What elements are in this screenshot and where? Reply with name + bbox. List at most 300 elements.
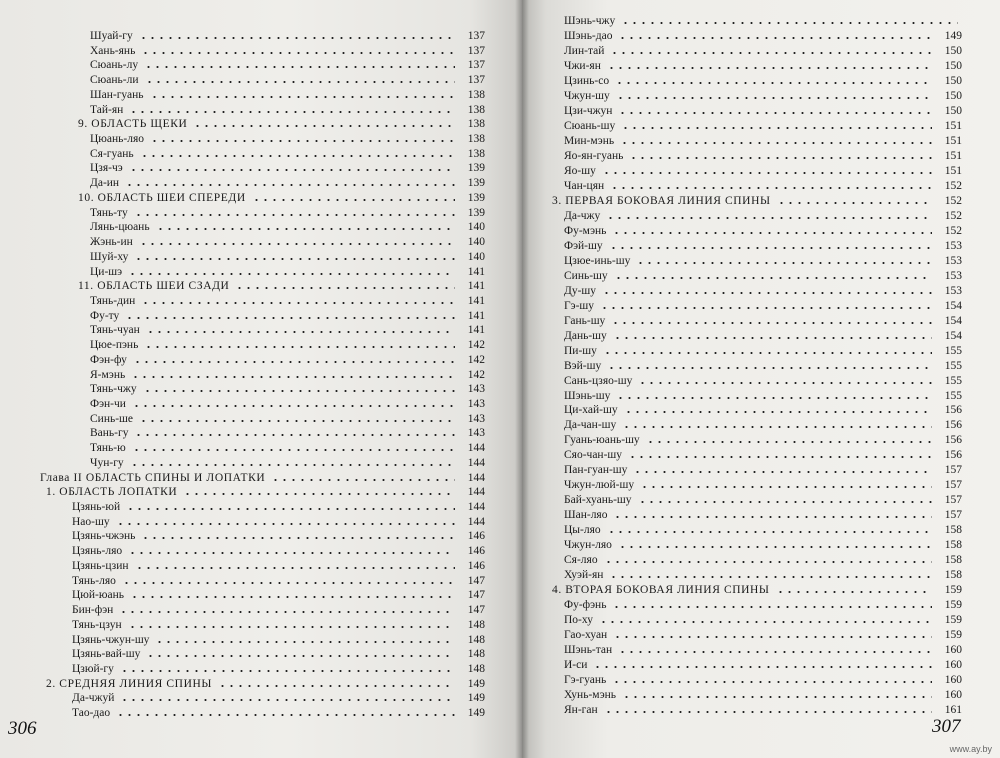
toc-entry — [522, 447, 992, 463]
toc-entry-name: Нао-шу — [72, 515, 110, 528]
toc-entry-page: 148 — [467, 618, 485, 631]
toc-entry-page: 154 — [944, 299, 962, 312]
dot-leader — [607, 522, 932, 538]
toc-entry-name: Шан-ляо — [564, 509, 608, 522]
toc-entry — [0, 102, 500, 118]
dot-leader — [128, 617, 455, 633]
toc-entry-page: 147 — [467, 604, 485, 617]
toc-entry-name: Фу-фэнь — [564, 599, 607, 612]
toc-entry-name: Шэнь-шу — [564, 389, 611, 402]
toc-entry-page: 140 — [467, 221, 485, 234]
dot-leader — [593, 657, 932, 673]
dot-leader — [116, 705, 455, 721]
toc-entry-page: 140 — [467, 250, 485, 263]
toc-entry-page: 149 — [467, 707, 485, 720]
toc-section-heading — [522, 193, 992, 209]
toc-entry-page: 138 — [467, 103, 485, 116]
toc-entry — [0, 705, 500, 721]
toc-entry-page: 150 — [944, 89, 962, 102]
toc-entry — [0, 425, 500, 441]
toc-entry — [522, 642, 992, 658]
toc-entry-name: Яо-ян-гуань — [564, 149, 624, 162]
toc-entry-name: Цзянь-вай-шу — [72, 648, 141, 661]
toc-entry-page: 146 — [467, 530, 485, 543]
toc-entry — [522, 283, 992, 299]
toc-entry-name: 9. ОБЛАСТЬ ЩЕКИ — [78, 118, 188, 131]
toc-entry-name: 10. ОБЛАСТЬ ШЕИ СПЕРЕДИ — [78, 191, 246, 204]
dot-leader — [612, 597, 932, 613]
toc-entry — [0, 308, 500, 324]
toc-entry-page: 157 — [944, 494, 962, 507]
toc-entry-name: Сань-цзяо-шу — [564, 374, 633, 387]
toc-entry-page: 151 — [944, 134, 962, 147]
toc-entry-name: Хуэй-ян — [564, 569, 604, 582]
dot-leader — [139, 234, 455, 250]
toc-entry-page: 144 — [467, 456, 485, 469]
dot-leader — [150, 87, 455, 103]
toc-entry — [522, 133, 992, 149]
toc-entry-page: 142 — [467, 339, 485, 352]
toc-entry — [522, 627, 992, 643]
toc-entry-page: 150 — [944, 74, 962, 87]
toc-entry-name: Гао-хуан — [564, 629, 608, 642]
toc-entry — [0, 57, 500, 73]
dot-leader — [122, 573, 455, 589]
toc-entry-page: 160 — [944, 644, 962, 657]
dot-leader — [130, 455, 455, 471]
toc-entry-page: 137 — [467, 74, 485, 87]
toc-entry-page: 154 — [944, 329, 962, 342]
toc-entry-name: Вань-гу — [90, 427, 129, 440]
toc-entry — [0, 72, 500, 88]
toc-entry-page: 139 — [467, 191, 485, 204]
toc-entry — [522, 253, 992, 269]
toc-entry-page: 139 — [467, 206, 485, 219]
toc-entry-page: 155 — [944, 389, 962, 402]
toc-entry — [0, 396, 500, 412]
toc-entry — [0, 455, 500, 471]
toc-entry — [0, 87, 500, 103]
toc-entry-page: 142 — [467, 368, 485, 381]
toc-entry-name: Ян-ган — [564, 704, 598, 717]
toc-entry — [0, 160, 500, 176]
toc-entry-page: 147 — [467, 589, 485, 602]
toc-entry-page: 157 — [944, 509, 962, 522]
toc-entry-name: Фу-мэнь — [564, 224, 607, 237]
toc-entry-name: Бин-фэн — [72, 604, 114, 617]
toc-entry — [0, 337, 500, 353]
toc-entry-page: 158 — [944, 554, 962, 567]
toc-entry-name: Цзянь-чжэнь — [72, 530, 136, 543]
toc-entry — [522, 88, 992, 104]
dot-leader — [141, 293, 455, 309]
toc-entry-page: 156 — [944, 434, 962, 447]
toc-entry-name: Чжи-ян — [564, 59, 601, 72]
dot-leader — [613, 328, 932, 344]
toc-entry-page: 146 — [467, 559, 485, 572]
toc-entry-page: 149 — [467, 677, 485, 690]
toc-entry-name: Шан-гуань — [90, 88, 144, 101]
toc-entry — [522, 268, 992, 284]
dot-leader — [131, 367, 455, 383]
toc-entry-name: 4. ВТОРАЯ БОКОВАЯ ЛИНИЯ СПИНЫ — [552, 584, 770, 597]
toc-entry-name: Чжун-ляо — [564, 539, 612, 552]
toc-entry-name: Цзи-чжун — [564, 104, 613, 117]
dot-leader — [607, 58, 932, 74]
toc-entry-name: Тао-дао — [72, 707, 111, 720]
toc-entry-name: Гэ-гуань — [564, 674, 607, 687]
toc-entry-name: Шэнь-дао — [564, 29, 613, 42]
toc-entry — [522, 58, 992, 74]
toc-entry — [522, 687, 992, 703]
toc-entry-page: 159 — [944, 599, 962, 612]
toc-entry-page: 143 — [467, 383, 485, 396]
toc-entry — [522, 13, 992, 29]
dot-leader — [611, 313, 932, 329]
dot-leader — [141, 528, 455, 544]
dot-leader — [609, 238, 932, 254]
toc-entry-page: 141 — [467, 294, 485, 307]
toc-section-heading — [0, 676, 500, 692]
dot-leader — [126, 499, 455, 515]
toc-entry-name: Да-ин — [90, 177, 120, 190]
toc-entry — [522, 612, 992, 628]
toc-entry — [522, 537, 992, 553]
toc-entry — [522, 373, 992, 389]
toc-entry-name: Ду-шу — [564, 284, 597, 297]
dot-leader — [193, 116, 455, 132]
toc-entry-name: Фэй-шу — [564, 239, 603, 252]
toc-entry — [522, 552, 992, 568]
toc-entry-page: 141 — [467, 265, 485, 278]
dot-leader — [143, 381, 455, 397]
dot-leader — [140, 146, 455, 162]
dot-leader — [599, 612, 932, 628]
toc-entry — [522, 178, 992, 194]
toc-entry-page: 159 — [944, 629, 962, 642]
toc-entry-page: 153 — [944, 239, 962, 252]
dot-leader — [616, 88, 932, 104]
dot-leader — [139, 411, 455, 427]
dot-leader — [609, 567, 932, 583]
dot-leader — [602, 283, 932, 299]
toc-entry-page: 148 — [467, 662, 485, 675]
toc-entry-name: Тянь-дин — [90, 294, 136, 307]
toc-entry-page: 148 — [467, 648, 485, 661]
toc-entry — [522, 28, 992, 44]
toc-entry — [522, 567, 992, 583]
toc-entry-page: 138 — [467, 133, 485, 146]
toc-entry — [0, 646, 500, 662]
toc-entry-name: Шуай-гу — [90, 30, 133, 42]
toc-entry-name: Фу-ту — [90, 309, 120, 322]
dot-leader — [600, 298, 932, 314]
toc-entry-page: 161 — [944, 704, 962, 717]
toc-entry — [522, 313, 992, 329]
toc-entry-name: Тянь-чжу — [90, 383, 137, 396]
toc-entry-name: Тай-ян — [90, 103, 124, 116]
toc-entry-page: 156 — [944, 419, 962, 432]
toc-entry — [522, 163, 992, 179]
toc-entry-name: Цюй-юань — [72, 589, 124, 602]
dot-leader — [618, 103, 932, 119]
dot-leader — [618, 642, 932, 658]
toc-entry — [522, 507, 992, 523]
toc-entry-page: 158 — [944, 524, 962, 537]
dot-leader — [606, 208, 932, 224]
dot-leader — [612, 672, 932, 688]
dot-leader — [132, 440, 455, 456]
toc-entry-name: Ци-шэ — [90, 265, 123, 278]
dot-leader — [604, 552, 932, 568]
toc-entry-name: Хань-янь — [90, 44, 136, 57]
toc-entry-name: Ся-ляо — [564, 554, 598, 567]
toc-entry — [0, 528, 500, 544]
toc-entry-name: Сюань-лу — [90, 59, 139, 72]
toc-entry-name: Чжун-шу — [564, 89, 610, 102]
dot-leader — [144, 337, 455, 353]
dot-leader — [125, 175, 455, 191]
toc-entry-page: 140 — [467, 236, 485, 249]
toc-entry — [522, 522, 992, 538]
toc-entry — [522, 238, 992, 254]
toc-entry-name: Тянь-цзун — [72, 618, 122, 631]
toc-entry — [522, 148, 992, 164]
toc-entry-page: 138 — [467, 147, 485, 160]
toc-entry — [522, 73, 992, 89]
toc-entry-name: Чан-цян — [564, 179, 605, 192]
dot-leader — [614, 268, 932, 284]
dot-leader — [615, 73, 932, 89]
toc-entry — [0, 499, 500, 515]
toc-entry — [522, 388, 992, 404]
toc-entry — [522, 702, 992, 718]
toc-entry — [0, 175, 500, 191]
toc-entry-name: Лин-тай — [564, 44, 605, 57]
dot-leader — [116, 514, 455, 530]
toc-entry-name: По-ху — [564, 614, 593, 627]
dot-leader — [271, 470, 455, 486]
toc-entry-page: 147 — [467, 574, 485, 587]
dot-leader — [134, 205, 455, 221]
toc-entry-page: 160 — [944, 689, 962, 702]
dot-leader — [633, 462, 932, 478]
toc-entry-name: Цзянь-чжун-шу — [72, 633, 150, 646]
dot-leader — [638, 373, 932, 389]
toc-entry-page: 144 — [467, 515, 485, 528]
toc-entry — [0, 219, 500, 235]
toc-entry — [0, 558, 500, 574]
toc-entry-name: Синь-шу — [564, 269, 608, 282]
toc-entry — [522, 477, 992, 493]
toc-entry-page: 159 — [944, 584, 962, 597]
dot-leader — [640, 477, 932, 493]
dot-leader — [612, 223, 932, 239]
toc-entry-page: 149 — [944, 29, 962, 42]
toc-entry — [0, 440, 500, 456]
toc-entry — [0, 131, 500, 147]
toc-entry-name: И-си — [564, 659, 588, 672]
toc-entry — [522, 208, 992, 224]
toc-entry-page: 151 — [944, 149, 962, 162]
toc-entry — [0, 632, 500, 648]
toc-entry-page: 156 — [944, 404, 962, 417]
dot-leader — [777, 193, 932, 209]
toc-entry-name: Цзя-чэ — [90, 162, 123, 175]
toc-entry-name: Да-чан-шу — [564, 419, 617, 432]
toc-entry-page: 144 — [467, 501, 485, 514]
toc-entry-page: 144 — [467, 442, 485, 455]
toc-entry — [522, 432, 992, 448]
toc-entry — [0, 264, 500, 280]
toc-entry-name: Сяо-чан-шу — [564, 449, 623, 462]
toc-entry — [0, 573, 500, 589]
toc-entry-name: Цзянь-цзин — [72, 559, 129, 572]
right-page-number: 307 — [932, 716, 961, 737]
dot-leader — [638, 492, 932, 508]
toc-entry-name: Тянь-ю — [90, 442, 126, 455]
toc-entry-name: Мин-мэнь — [564, 134, 615, 147]
dot-leader — [155, 632, 455, 648]
toc-entry-page: 153 — [944, 284, 962, 297]
toc-entry — [0, 234, 500, 250]
toc-entry-page: 157 — [944, 464, 962, 477]
toc-entry-page: 153 — [944, 254, 962, 267]
toc-entry — [0, 381, 500, 397]
toc-entry-name: Да-чжу — [564, 209, 601, 222]
right-page — [522, 0, 1000, 758]
toc-entry — [522, 462, 992, 478]
toc-entry-name: 3. ПЕРВАЯ БОКОВАЯ ЛИНИЯ СПИНЫ — [552, 194, 771, 207]
toc-entry — [0, 249, 500, 265]
toc-entry-name: Цзюе-инь-шу — [564, 254, 631, 267]
dot-leader — [613, 627, 932, 643]
toc-entry-name: Ся-гуань — [90, 147, 134, 160]
toc-entry-name: Сюань-ли — [90, 74, 139, 87]
toc-entry-name: Тянь-ляо — [72, 574, 116, 587]
toc-entry — [522, 417, 992, 433]
toc-entry-name: Шэнь-тан — [564, 644, 613, 657]
toc-entry — [522, 103, 992, 119]
toc-entry — [522, 597, 992, 613]
toc-section-heading — [0, 470, 500, 486]
toc-entry — [522, 118, 992, 134]
dot-leader — [120, 661, 455, 677]
toc-entry-name: Шуй-ху — [90, 250, 129, 263]
toc-entry — [0, 146, 500, 162]
toc-entry-page: 143 — [467, 398, 485, 410]
toc-entry — [0, 661, 500, 677]
toc-entry-name: Пан-гуан-шу — [564, 464, 628, 477]
toc-entry-page: 150 — [944, 59, 962, 72]
dot-leader — [616, 388, 932, 404]
toc-entry — [522, 492, 992, 508]
left-page-number: 306 — [8, 718, 37, 739]
toc-entry-page: 157 — [944, 479, 962, 492]
toc-entry-name: Тянь-ту — [90, 206, 128, 219]
toc-entry-page: 139 — [467, 177, 485, 190]
dot-leader — [119, 602, 455, 618]
watermark: www.ay.by — [949, 744, 992, 754]
toc-section-heading — [0, 116, 500, 132]
dot-leader — [134, 425, 455, 441]
dot-leader — [156, 219, 455, 235]
toc-entry-name: Цюань-ляо — [90, 133, 145, 146]
toc-entry — [0, 28, 500, 44]
toc-entry-page: 149 — [467, 692, 485, 705]
toc-entry — [522, 223, 992, 239]
dot-leader — [150, 131, 455, 147]
toc-entry — [522, 298, 992, 314]
toc-entry-name: Ци-хай-шу — [564, 404, 618, 417]
dot-leader — [620, 133, 932, 149]
dot-leader — [218, 676, 455, 692]
dot-leader — [628, 447, 932, 463]
toc-entry-name: Сюань-шу — [564, 119, 616, 132]
toc-entry — [522, 43, 992, 59]
dot-leader — [613, 507, 932, 523]
dot-leader — [146, 322, 455, 338]
toc-entry-name: Гань-шу — [564, 314, 606, 327]
toc-entry — [0, 690, 500, 706]
toc-entry-page: 155 — [944, 359, 962, 372]
toc-entry-page: 146 — [467, 545, 485, 558]
toc-entry — [522, 328, 992, 344]
dot-leader — [141, 43, 455, 59]
toc-entry-page: 153 — [944, 269, 962, 282]
dot-leader — [133, 352, 455, 368]
dot-leader — [621, 118, 932, 134]
toc-entry-name: Чжун-люй-шу — [564, 479, 635, 492]
toc-entry — [0, 617, 500, 633]
toc-section-heading — [0, 278, 500, 294]
toc-entry — [0, 205, 500, 221]
dot-leader — [128, 543, 455, 559]
toc-entry-page: 143 — [467, 412, 485, 425]
toc-entry-page: 141 — [467, 309, 485, 322]
dot-leader — [134, 249, 455, 265]
toc-entry-name: Дань-шу — [564, 329, 607, 342]
toc-entry-name: Фэн-фу — [90, 353, 127, 366]
toc-entry — [0, 293, 500, 309]
toc-entry-name: Хунь-мэнь — [564, 689, 617, 702]
toc-entry-page: 154 — [944, 314, 962, 327]
dot-leader — [622, 687, 932, 703]
book-gutter — [515, 0, 529, 758]
toc-entry-page: 144 — [467, 486, 485, 499]
toc-entry-name: Гэ-шу — [564, 299, 595, 312]
toc-entry-page: 155 — [944, 344, 962, 357]
toc-entry-name: Жэнь-ин — [90, 236, 133, 249]
dot-leader — [604, 702, 932, 718]
dot-leader — [144, 57, 455, 73]
toc-entry — [0, 587, 500, 603]
toc-entry-page: 151 — [944, 119, 962, 132]
dot-leader — [139, 28, 455, 44]
toc-entry-name: Цзянь-ляо — [72, 545, 123, 558]
toc-entry-page: 159 — [944, 614, 962, 627]
toc-entry-page: 148 — [467, 633, 485, 646]
toc-entry-page: 152 — [944, 209, 962, 222]
toc-entry-name: 11. ОБЛАСТЬ ШЕИ СЗАДИ — [78, 280, 230, 293]
dot-leader — [618, 537, 932, 553]
toc-entry — [522, 672, 992, 688]
toc-entry-page: 137 — [467, 59, 485, 72]
toc-entry-name: Цы-ляо — [564, 524, 601, 537]
dot-leader — [129, 102, 455, 118]
dot-leader — [629, 148, 932, 164]
toc-entry-name: Цзянь-юй — [72, 501, 121, 514]
